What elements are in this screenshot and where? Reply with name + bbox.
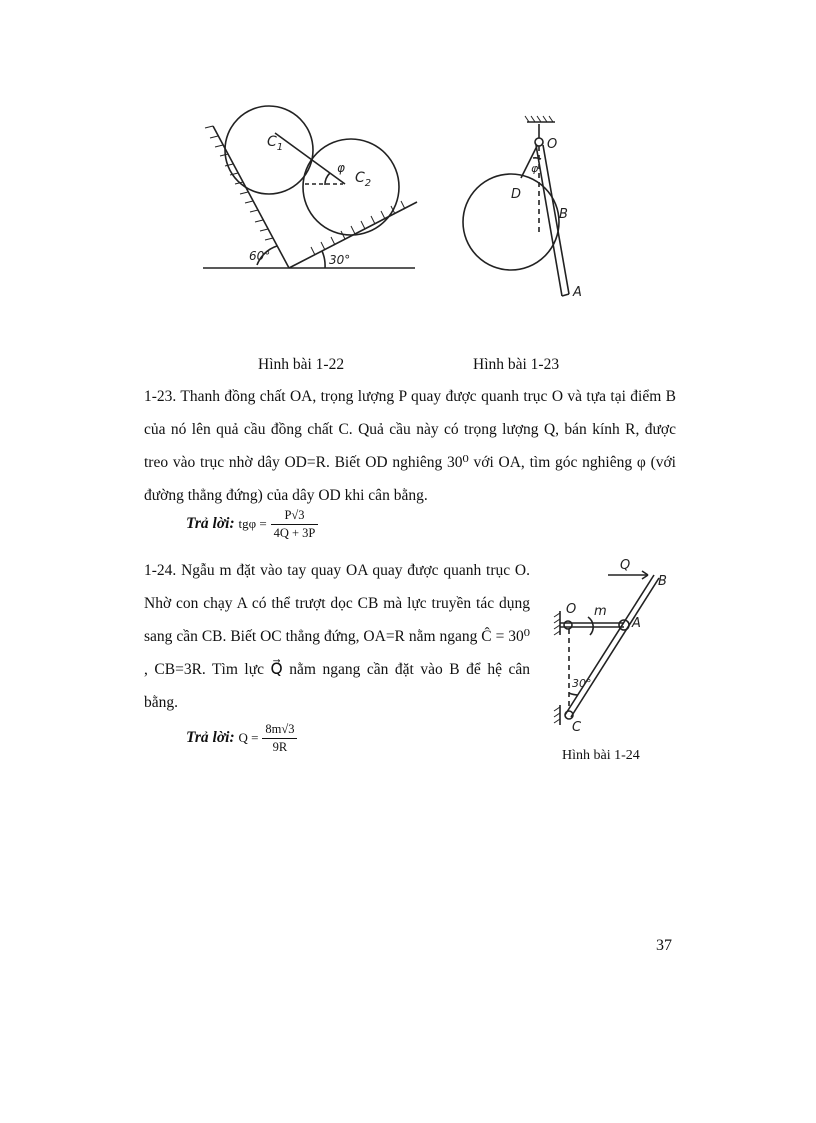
answer-lhs: tgφ =	[238, 516, 267, 532]
label-30-deg-24: 30°	[572, 677, 592, 690]
figure-1-23	[455, 112, 605, 307]
label-m: m	[594, 604, 607, 619]
label-a-24: A	[632, 616, 641, 631]
answer-1-24	[186, 722, 297, 755]
problem-1-24-text: 1-24. Ngẫu m đặt vào tay quay OA quay được quanh trục O. Nhờ con chạy A có thể trượt dọc CB mà lực truyền tác dụng sang cần CB. Biết OC thẳng đứng, OA=R nằm ngang Ĉ = 30⁰ , CB=3R. Tìm lực Q⃗ nằm ngang cần đặt vào B để hệ cân bằng.	[144, 562, 530, 711]
caption-fig-1-24: Hình bài 1-24	[562, 748, 640, 763]
label-30-deg: 30°	[329, 253, 351, 267]
svg-text:C2: $C_2$	[355, 170, 372, 189]
label-c-24: C	[572, 720, 582, 735]
answer-label: Trả lời:	[186, 729, 235, 747]
label-o: O	[547, 137, 558, 152]
label-c1: C	[267, 134, 277, 150]
caption-fig-1-22: Hình bài 1-22	[258, 356, 345, 373]
answer-label: Trả lời:	[186, 515, 235, 533]
label-phi: φ	[337, 161, 345, 175]
caption-fig-1-23: Hình bài 1-23	[473, 356, 560, 373]
answer-denominator: 4Q + 3P	[273, 526, 316, 540]
label-phi-23: φ	[531, 162, 539, 175]
label-b-24: B	[658, 574, 667, 589]
figure-1-22	[195, 98, 425, 283]
page-number: 37	[656, 937, 672, 954]
answer-denominator: 9R	[272, 740, 288, 754]
label-60-deg: 60°	[249, 249, 271, 263]
problem-1-23-text: 1-23. Thanh đồng chất OA, trọng lượng P quay được quanh trục O và tựa tại điểm B của nó lên quả cầu đồng chất C. Quả cầu này có trọng lượng Q, bán kính R, được treo vào trục nhờ dây OD=R. Biết OD nghiêng 30⁰ với OA, tìm góc nghiêng φ (với đường thẳng đứng) của dây OD khi cân bằng.	[144, 388, 676, 504]
label-a-23: A	[573, 285, 582, 300]
answer-numerator: P√3	[271, 508, 319, 525]
answer-numerator: 8m√3	[262, 722, 297, 739]
svg-text:C1: $C_1$	[267, 134, 284, 153]
label-d: D	[511, 187, 522, 202]
answer-lhs: Q =	[238, 730, 259, 746]
answer-fraction	[271, 508, 319, 541]
label-q: Q	[620, 558, 631, 573]
answer-1-23	[186, 508, 318, 541]
label-b-23: B	[559, 207, 568, 222]
figure-1-24	[548, 555, 678, 735]
label-o-24: O	[566, 602, 577, 617]
label-c2: C	[355, 170, 365, 186]
answer-fraction	[262, 722, 297, 755]
